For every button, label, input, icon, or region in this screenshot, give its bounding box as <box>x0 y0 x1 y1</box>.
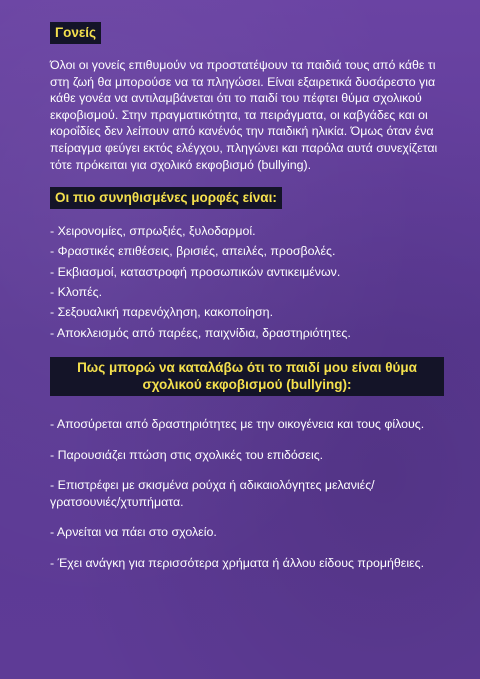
list-item: - Αρνείται να πάει στο σχολείο. <box>50 525 217 540</box>
list-item: - Αποκλεισμός από παρέες, παιχνίδια, δραστηριότητες. <box>50 325 351 340</box>
heading-warning-signs <box>50 357 444 396</box>
heading-line: Πως μπορώ να καταλάβω ότι το παιδί μου είναι θύμα <box>77 359 417 375</box>
list-item: - Χειρονομίες, σπρωξιές, ξυλοδαρμοί. <box>50 224 256 239</box>
list-item: - Αποσύρεται από δραστηριότητες με την οικογένεια και τους φίλους. <box>50 416 425 431</box>
forms-list <box>50 221 444 343</box>
heading-parents: Γονείς <box>50 22 101 44</box>
signs-list <box>50 416 444 572</box>
list-item: - Σεξουαλική παρενόχληση, κακοποίηση. <box>50 305 274 320</box>
list-item: - Κλοπές. <box>50 285 103 300</box>
list-item: - Έχει ανάγκη για περισσότερα χρήματα ή άλλου είδους προμήθειες. <box>50 555 425 570</box>
list-item: - Φραστικές επιθέσεις, βρισιές, απειλές, προσβολές. <box>50 244 336 259</box>
list-item: - Εκβιασμοί, καταστροφή προσωπικών αντικειμένων. <box>50 264 341 279</box>
list-item: - Επιστρέφει με σκισμένα ρούχα ή αδικαιολόγητες μελανιές/γρατσουνιές/χτυπήματα. <box>50 478 375 509</box>
heading-line: σχολικού εκφοβισμού (bullying): <box>142 376 352 392</box>
heading-common-forms: Οι πιο συνηθισμένες μορφές είναι: <box>50 187 282 209</box>
list-item: - Παρουσιάζει πτώση στις σχολικές του επιδόσεις. <box>50 447 324 462</box>
intro-paragraph: Όλοι οι γονείς επιθυμούν να προστατέψουν τα παιδιά τους από κάθε τι στη ζωή θα μπορούσε να τα πληγώσει. Είναι εξαιρετικά δυσάρεστο για κάθε γονέα να αντιλαμβάνεται ότι το παιδί του πέφτει θύμα σχολικού εκφοβισμού. Στην πραγματικότητα, τα πειράγματα, οι καβγάδες και οι κοροΐδίες δεν λείπουν από κανένός την παιδική ηλικία. Όμως όταν ένα πείραγμα φεύγει εκτός ελέγχου, πληγώνει και παρόλα αυτά συνεχίζεται τότε πρόκειται για σχολικό εκφοβισμό (bullying). <box>50 58 438 172</box>
